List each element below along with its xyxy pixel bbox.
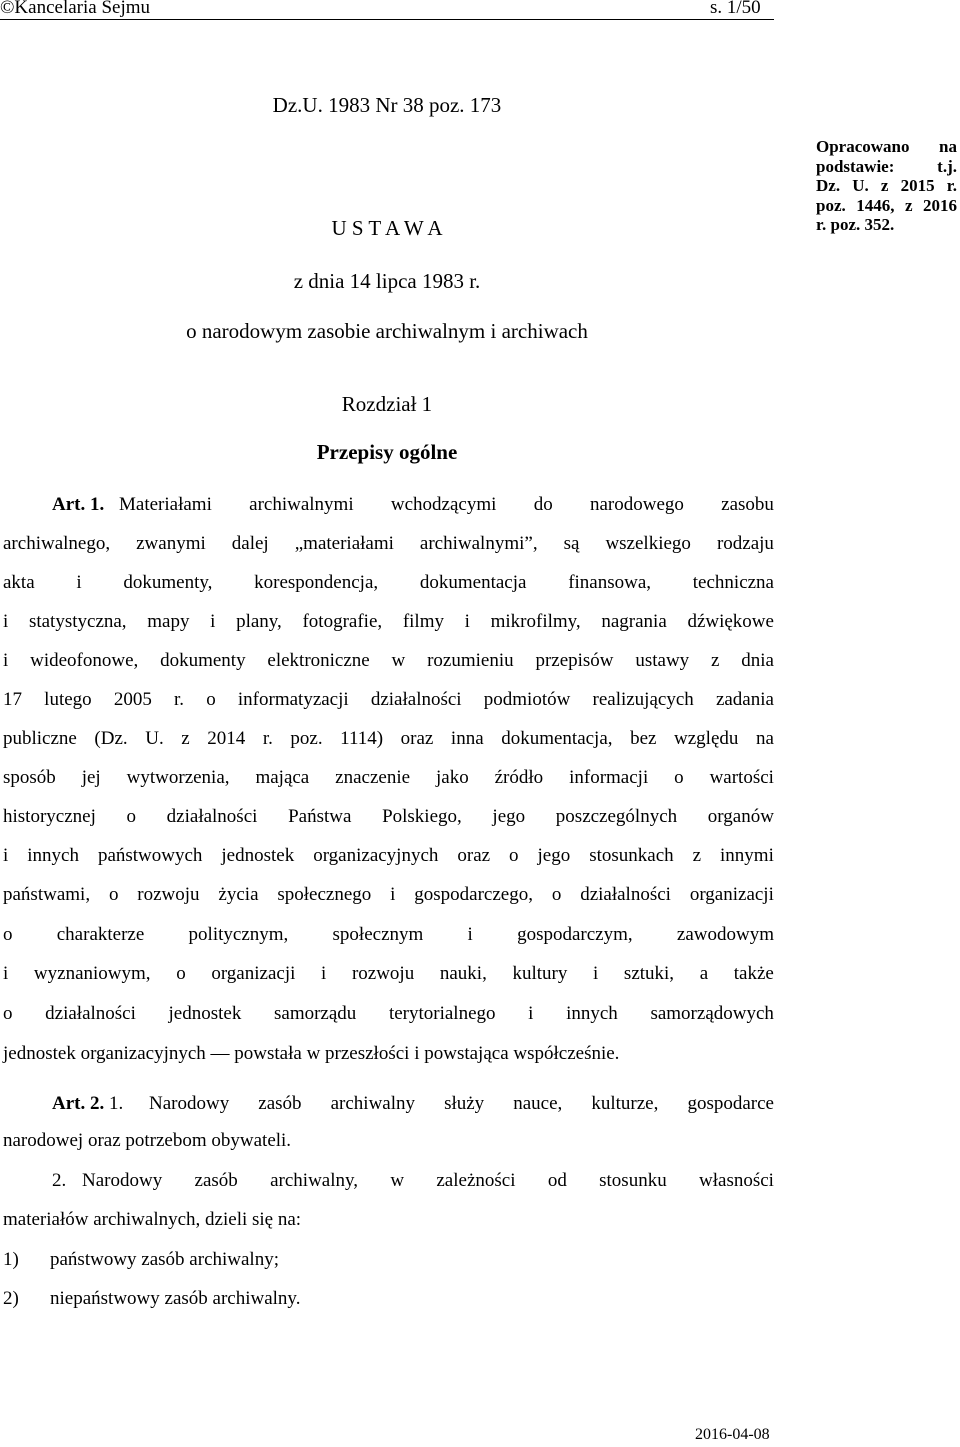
word: do: [533, 494, 553, 515]
art1-line: [3, 884, 774, 906]
word: zależności: [436, 1170, 516, 1191]
header-rule: [0, 19, 774, 20]
word: życia: [218, 884, 259, 905]
word: zasób: [194, 1170, 238, 1191]
footer-date: 2016-04-08: [695, 1426, 770, 1443]
word: wszelkiego: [605, 533, 691, 554]
word: poszczególnych: [555, 806, 678, 827]
word: są: [563, 533, 580, 554]
word: wchodzącymi: [390, 494, 497, 515]
word: zadania: [715, 689, 774, 710]
art2-label: Art. 2.: [52, 1093, 105, 1114]
art1-line: [3, 845, 774, 867]
header-left: ©Kancelaria Sejmu: [0, 0, 151, 18]
art1-first-line: [52, 494, 774, 516]
word: (Dz.: [94, 728, 128, 749]
word: lutego: [44, 689, 92, 710]
word: nagrania: [601, 611, 667, 632]
word: zasób: [258, 1093, 302, 1114]
word: społecznym: [332, 924, 424, 945]
word: w: [391, 650, 406, 671]
word: rozwoju: [137, 884, 200, 905]
word: o: [108, 884, 119, 905]
art2-p2-number: 2.: [52, 1170, 67, 1191]
art1-line: [3, 533, 774, 555]
art1-label: Art. 1.: [52, 494, 105, 515]
word: o: [126, 806, 137, 827]
word: dokumenty,: [123, 572, 213, 593]
word: dalej: [231, 533, 269, 554]
word: na: [755, 728, 774, 749]
word: o: [3, 924, 13, 945]
word: i: [76, 572, 82, 593]
art2-p1-number: 1.: [108, 1093, 124, 1114]
word: dokumenty: [160, 650, 246, 671]
word: dokumentacja,: [501, 728, 613, 749]
word: mikrofilmy,: [490, 611, 581, 632]
act-date: z dnia 14 lipca 1983 r.: [293, 269, 481, 293]
word: U.: [145, 728, 164, 749]
art1-line: [3, 963, 774, 985]
word: r.: [174, 689, 185, 710]
word: wideofonowe,: [30, 650, 139, 671]
art2-p2-first-line: [52, 1170, 774, 1192]
word: rozumieniu: [427, 650, 514, 671]
word: gospodarczego,: [414, 884, 533, 905]
word: Materiałami: [119, 494, 212, 515]
word: z: [181, 728, 190, 749]
word: działalności: [580, 884, 671, 905]
word: zasobu: [721, 494, 774, 515]
sidenote-line-4: poz. 1446, z 2016: [816, 195, 957, 215]
art2-item-1: [3, 1249, 279, 1271]
word: stosunku: [599, 1170, 667, 1191]
word: działalności: [166, 806, 258, 827]
art1-line: [3, 806, 774, 828]
item-number: 2): [3, 1288, 19, 1309]
sidenote-line-2: podstawie: t.j.: [816, 156, 957, 176]
word: gospodarce: [687, 1093, 774, 1114]
word: publiczne: [3, 728, 77, 749]
word: charakterze: [56, 924, 145, 945]
word: terytorialnego: [388, 1003, 496, 1024]
word: organów: [707, 806, 774, 827]
word: informatyzacji: [237, 689, 349, 710]
word: Polskiego,: [382, 806, 462, 827]
word: innych: [566, 1003, 618, 1024]
act-subject: o narodowym zasobie archiwalnym i archiwach: [186, 319, 588, 343]
sidenote: [816, 137, 957, 235]
word: przepisów: [535, 650, 614, 671]
word: kulturze,: [591, 1093, 659, 1114]
word: techniczna: [692, 572, 774, 593]
document-reference: Dz.U. 1983 Nr 38 poz. 173: [272, 93, 502, 117]
sidenote-line-5: r. poz. 352.: [816, 215, 895, 234]
word: względu: [674, 728, 739, 749]
word: samorządu: [274, 1003, 357, 1024]
word: archiwalny: [330, 1093, 415, 1114]
word: jednostek: [168, 1003, 242, 1024]
word: o: [551, 884, 562, 905]
word: o: [509, 845, 519, 866]
word: sposób: [3, 767, 56, 788]
word: archiwalnymi”,: [419, 533, 538, 554]
chapter-title: Przepisy ogólne: [316, 440, 458, 464]
word: Państwa: [288, 806, 352, 827]
word: oraz: [457, 845, 491, 866]
word: archiwalnego,: [3, 533, 111, 554]
word: fotografie,: [302, 611, 383, 632]
art1-line: [3, 650, 774, 672]
word: z: [692, 845, 702, 866]
word: 17: [3, 689, 22, 710]
item-number: 1): [3, 1249, 19, 1270]
word: plany,: [236, 611, 282, 632]
word: akta: [3, 572, 35, 593]
word: zawodowym: [676, 924, 774, 945]
word: wytworzenia,: [126, 767, 230, 788]
word: mająca: [255, 767, 310, 788]
word: archiwalny,: [270, 1170, 359, 1191]
word: sztuki,: [623, 963, 675, 984]
word: jako: [435, 767, 469, 788]
chapter-number: Rozdział 1: [341, 392, 433, 416]
word: bez: [630, 728, 657, 749]
word: społecznego: [277, 884, 372, 905]
word: informacji: [569, 767, 649, 788]
art1-line: [3, 689, 774, 711]
word: oraz: [400, 728, 434, 749]
word: gospodarczym,: [517, 924, 633, 945]
word: służy: [444, 1093, 485, 1114]
art1-first-line-text: [119, 494, 774, 516]
word: Narodowy: [82, 1170, 163, 1191]
word: wartości: [709, 767, 774, 788]
word: dnia: [741, 650, 774, 671]
word: państwowych: [97, 845, 203, 866]
word: jego: [492, 806, 526, 827]
word: jego: [537, 845, 571, 866]
word: inna: [450, 728, 484, 749]
art1-line: [3, 728, 774, 750]
art2-p1-last-line: narodowej oraz potrzebom obywateli.: [3, 1130, 292, 1151]
word: innymi: [720, 845, 774, 866]
word: podmiotów: [483, 689, 571, 710]
word: i: [464, 611, 470, 632]
word: ustawy: [635, 650, 690, 671]
art2-p2-last-line: materiałów archiwalnych, dzieli się na:: [3, 1209, 302, 1230]
word: i: [528, 1003, 534, 1024]
word: wyznaniowym,: [33, 963, 151, 984]
word: narodowego: [589, 494, 684, 515]
word: korespondencja,: [254, 572, 379, 593]
sidenote-line-3: Dz. U. z 2015 r.: [816, 176, 957, 195]
word: statystyczna,: [28, 611, 127, 632]
word: kultury: [512, 963, 568, 984]
word: jednostek: [221, 845, 295, 866]
word: i: [3, 650, 9, 671]
word: rozwoju: [351, 963, 415, 984]
word: r.: [262, 728, 273, 749]
word: i: [3, 611, 9, 632]
word: od: [547, 1170, 567, 1191]
word: własności: [699, 1170, 774, 1191]
word: „materiałami: [294, 533, 394, 554]
word: i: [3, 845, 9, 866]
act-type: U S T A W A: [331, 216, 443, 240]
word: Narodowy: [149, 1093, 230, 1114]
word: samorządowych: [650, 1003, 774, 1024]
word: 1114): [340, 728, 384, 749]
word: innych: [27, 845, 79, 866]
word: 2014: [207, 728, 246, 749]
word: nauki,: [439, 963, 487, 984]
art1-last-line: jednostek organizacyjnych — powstała w przeszłości i powstająca współcześnie.: [3, 1043, 620, 1064]
art2-p1-text: [149, 1093, 774, 1115]
word: nauce,: [513, 1093, 563, 1114]
word: organizacyjnych: [313, 845, 439, 866]
word: w: [390, 1170, 405, 1191]
art1-line: [3, 572, 774, 594]
art2-item-2: [3, 1288, 300, 1310]
item-text: niepaństwowy zasób archiwalny.: [50, 1288, 301, 1309]
word: dokumentacja: [419, 572, 527, 593]
word: o: [176, 963, 186, 984]
art1-line: [3, 767, 774, 789]
word: realizujących: [592, 689, 694, 710]
art1-line: [3, 611, 774, 633]
word: archiwalnymi: [249, 494, 354, 515]
word: finansowa,: [568, 572, 652, 593]
word: działalności: [45, 1003, 136, 1024]
word: i: [467, 924, 473, 945]
word: filmy: [402, 611, 444, 632]
word: działalności: [370, 689, 462, 710]
art1-line: [3, 924, 774, 946]
word: o: [3, 1003, 13, 1024]
word: także: [733, 963, 774, 984]
word: i: [321, 963, 327, 984]
word: o: [674, 767, 684, 788]
word: 2005: [113, 689, 152, 710]
word: źródło: [494, 767, 544, 788]
word: i: [210, 611, 216, 632]
word: a: [699, 963, 709, 984]
word: o: [206, 689, 216, 710]
word: organizacji: [689, 884, 774, 905]
word: jej: [81, 767, 101, 788]
word: historycznej: [3, 806, 96, 827]
art2-p2-text: [82, 1170, 774, 1192]
word: elektroniczne: [267, 650, 370, 671]
word: znaczenie: [335, 767, 411, 788]
sidenote-line-1: Opracowano na: [816, 137, 957, 156]
word: zwanymi: [136, 533, 206, 554]
word: z: [710, 650, 720, 671]
word: mapy: [147, 611, 190, 632]
word: i: [390, 884, 396, 905]
word: dźwiękowe: [687, 611, 774, 632]
word: politycznym,: [188, 924, 289, 945]
word: i: [593, 963, 599, 984]
word: poz.: [290, 728, 323, 749]
item-text: państwowy zasób archiwalny;: [50, 1249, 279, 1270]
word: i: [3, 963, 9, 984]
word: państwami,: [3, 884, 91, 905]
word: rodzaju: [716, 533, 774, 554]
art2-p1-first-line: [52, 1093, 774, 1115]
page-number: s. 1/50: [710, 0, 761, 18]
art1-line: [3, 1003, 774, 1025]
word: stosunkach: [589, 845, 674, 866]
word: organizacji: [211, 963, 296, 984]
